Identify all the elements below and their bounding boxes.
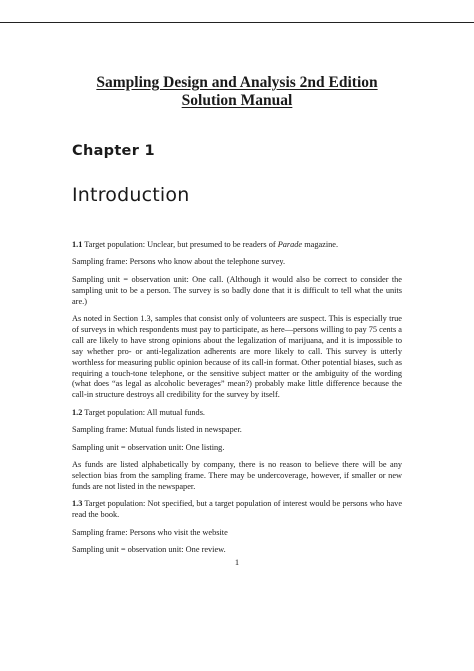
paragraph [72, 425, 402, 436]
paragraph [72, 499, 402, 521]
exercise-number: 1.1 [72, 240, 83, 249]
paragraph-text: Target population: All mutual funds. [82, 407, 206, 417]
body-text [72, 240, 402, 562]
paragraph-text: Sampling unit = observation unit: One review. [72, 544, 226, 554]
paragraph-text: Sampling unit = observation unit: One listing. [72, 442, 225, 452]
paragraph [72, 528, 402, 539]
exercise-number: 1.3 [72, 499, 83, 509]
document-title-line-2: Solution Manual [181, 92, 293, 109]
exercise-number: 1.2 [72, 407, 83, 417]
paragraph-text: Sampling frame: Persons who visit the website [72, 527, 228, 537]
document-title-line-1: Sampling Design and Analysis 2nd Edition [96, 74, 378, 91]
paragraph [72, 408, 402, 419]
top-rule [0, 22, 474, 23]
paragraph [72, 443, 402, 454]
paragraph [72, 240, 402, 251]
paragraph [72, 257, 402, 268]
magazine-title: Parade [277, 240, 303, 249]
paragraph [72, 275, 402, 308]
paragraph [72, 314, 402, 401]
paragraph-text: Sampling frame: Persons who know about the telephone survey. [72, 257, 286, 267]
page-number: 1 [234, 557, 240, 567]
paragraph-text: Target population: Not specified, but a target population of interest would be persons who have read the book. [72, 499, 402, 520]
chapter-title: Introduction [72, 184, 190, 206]
paragraph [72, 545, 402, 556]
paragraph-text: Target population: Unclear, but presumed to be readers of [82, 240, 278, 249]
paragraph-text: Sampling unit = observation unit: One call. (Although it would also be correct to consider the sampling unit to be a person. The survey is so badly done that it is difficult to tell what the units are.) [72, 274, 402, 306]
paragraph-text: Sampling frame: Mutual funds listed in newspaper. [72, 425, 242, 435]
paragraph-text: magazine. [302, 240, 339, 249]
paragraph-text: As noted in Section 1.3, samples that consist only of volunteers are suspect. This is especially true of surveys in which respondents must pay to participate, as here—persons willing to pay 75 cents a call are likely to have strong opinions about the legalization of marijuana, and it is impossible to say whether pro- or anti-legalization adherents are more likely to call. This survey is utterly worthless for measuring public opinion because of its call-in format. Other potential biases, such as requiring a touch-tone telephone, or the sensitive subject matter or the ambiguity of the wording (what does “as legal as alcoholic beverages” mean?) probably make little difference because the call-in structure destroys all credibility for the survey by itself. [72, 314, 402, 400]
paragraph-text: As funds are listed alphabetically by company, there is no reason to believe there will be any selection bias from the sampling frame. There may be undercoverage, however, if smaller or new funds are not listed in the newspaper. [72, 460, 402, 491]
paragraph [72, 460, 402, 493]
chapter-label: Chapter 1 [72, 143, 155, 159]
